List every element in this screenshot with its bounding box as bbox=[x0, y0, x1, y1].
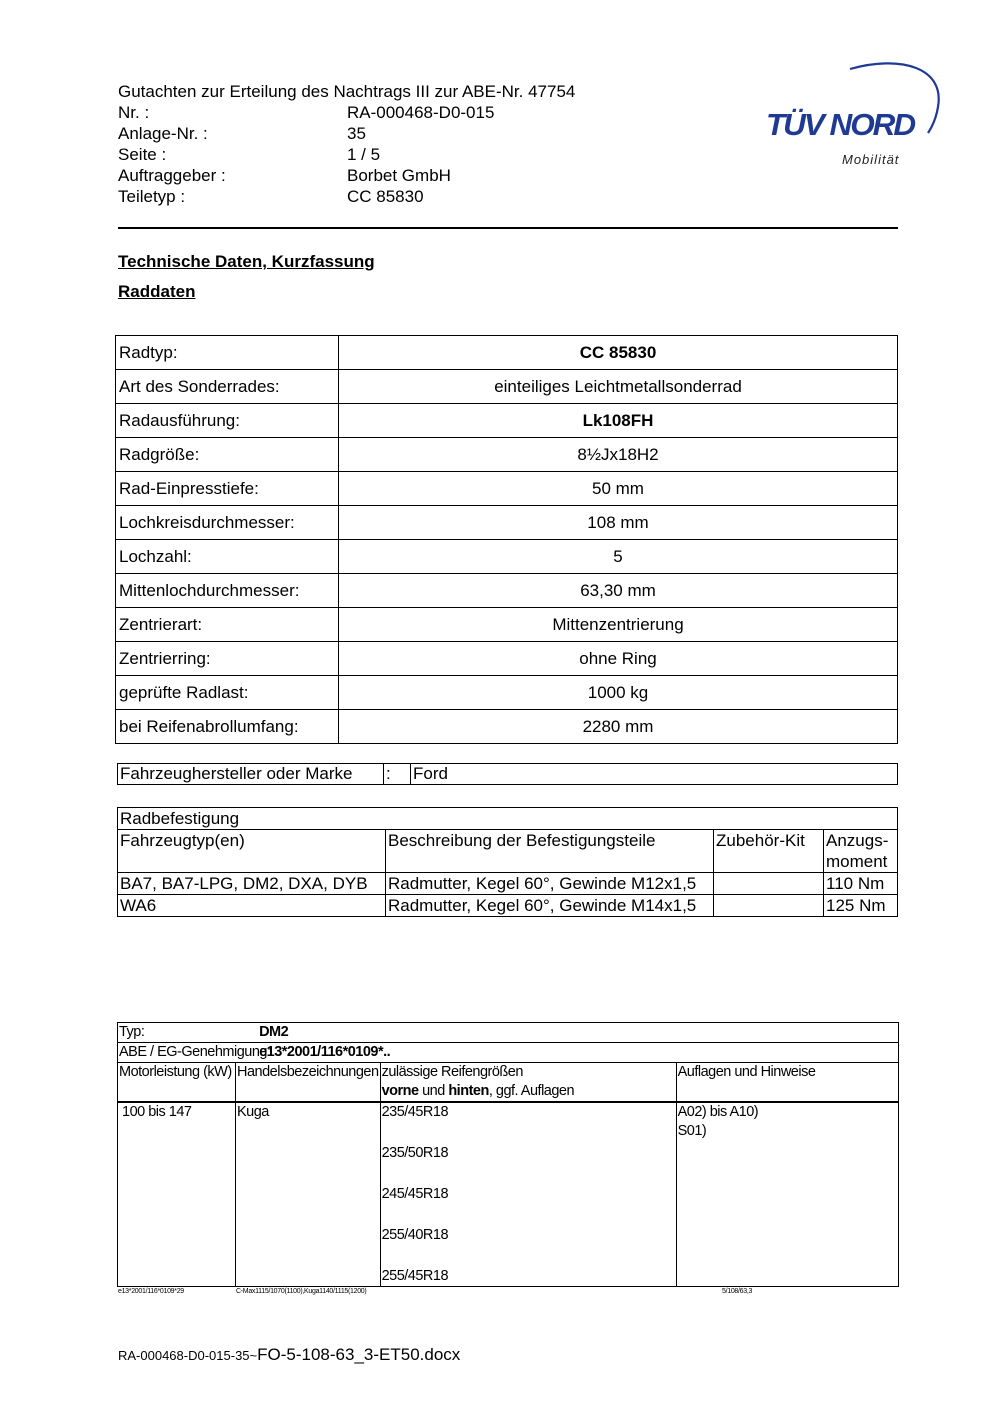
header-label: Nr. : bbox=[118, 103, 150, 122]
cell-beschreibung: Radmutter, Kegel 60°, Gewinde M14x1,5 bbox=[386, 895, 714, 917]
footer-filename bbox=[118, 1345, 460, 1365]
col-header-beschreibung: Beschreibung der Befestigungsteile bbox=[386, 830, 714, 873]
section-title-technische-daten: Technische Daten, Kurzfassung bbox=[118, 252, 375, 271]
header-label: Auftraggeber : bbox=[118, 166, 226, 185]
table-row bbox=[116, 540, 898, 574]
row-label: Mittenlochdurchmesser: bbox=[116, 574, 339, 608]
hersteller-label: Fahrzeughersteller oder Marke bbox=[118, 764, 384, 785]
row-label: Rad-Einpresstiefe: bbox=[116, 472, 339, 506]
table-row bbox=[116, 370, 898, 404]
header-label: Teiletyp : bbox=[118, 187, 186, 206]
tiny-note-abe: e13*2001/116*0109*29 bbox=[118, 1288, 184, 1295]
header-value: 1 / 5 bbox=[347, 145, 381, 164]
header-divider bbox=[118, 227, 898, 229]
col-header-auflagen: Auflagen und Hinweise bbox=[676, 1063, 898, 1103]
radbefestigung-table bbox=[117, 807, 898, 917]
row-label: bei Reifenabrollumfang: bbox=[116, 710, 339, 744]
footer-prefix: RA-000468-D0-015-35~ bbox=[118, 1348, 258, 1363]
row-value: 2280 mm bbox=[339, 710, 898, 744]
cell-anzugsmoment: 110 Nm bbox=[824, 873, 898, 895]
col-header-handelsbezeichnungen: Handelsbezeichnungen bbox=[236, 1063, 381, 1103]
tire-size: 255/45R18 bbox=[381, 1268, 449, 1284]
header-label: Seite : bbox=[118, 145, 167, 164]
footer-file: FO-5-108-63_3-ET50.docx bbox=[257, 1345, 461, 1364]
cell-auflagen bbox=[676, 1102, 898, 1287]
row-value: Lk108FH bbox=[339, 404, 898, 438]
header-row-seite bbox=[118, 144, 575, 165]
table-row bbox=[118, 764, 898, 785]
hersteller-table bbox=[117, 763, 898, 785]
raddaten-table bbox=[115, 335, 898, 744]
table-row bbox=[116, 608, 898, 642]
tiny-note-models: C-Max1115/1070(1100),Kuga1140/1115(1200) bbox=[236, 1288, 367, 1295]
header-value: Borbet GmbH bbox=[347, 166, 451, 185]
row-label: Lochkreisdurchmesser: bbox=[116, 506, 339, 540]
row-label: geprüfte Radlast: bbox=[116, 676, 339, 710]
cell-handelsbezeichnung: Kuga bbox=[236, 1102, 381, 1287]
table-row bbox=[116, 472, 898, 506]
cell-zubehoer-kit bbox=[714, 873, 824, 895]
table-row bbox=[118, 808, 898, 830]
auflage-item: A02) bis A10) bbox=[677, 1104, 759, 1120]
table-row bbox=[116, 676, 898, 710]
row-label: Radgröße: bbox=[116, 438, 339, 472]
row-value: 5 bbox=[339, 540, 898, 574]
logo-brand: TÜV NORD bbox=[766, 107, 916, 142]
cell-zubehoer-kit bbox=[714, 895, 824, 917]
cell-fahrzeugtyp: WA6 bbox=[118, 895, 386, 917]
table-row bbox=[116, 336, 898, 370]
table-row bbox=[118, 895, 898, 917]
row-value: 1000 kg bbox=[339, 676, 898, 710]
table-header-row bbox=[118, 1063, 899, 1103]
row-label: Zentrierart: bbox=[116, 608, 339, 642]
header-value: 35 bbox=[347, 124, 366, 143]
hersteller-separator: : bbox=[384, 764, 411, 785]
row-value: 63,30 mm bbox=[339, 574, 898, 608]
col-header-fahrzeugtyp: Fahrzeugtyp(en) bbox=[118, 830, 386, 873]
col-header-motorleistung: Motorleistung (kW) bbox=[118, 1063, 236, 1103]
table-row bbox=[116, 506, 898, 540]
table-row bbox=[116, 642, 898, 676]
row-value: ohne Ring bbox=[339, 642, 898, 676]
typ-label: Typ: bbox=[118, 1023, 381, 1043]
cell-anzugsmoment: 125 Nm bbox=[824, 895, 898, 917]
cell-beschreibung: Radmutter, Kegel 60°, Gewinde M12x1,5 bbox=[386, 873, 714, 895]
abe-value: e13*2001/116*0109*.. bbox=[380, 1043, 898, 1063]
row-value: einteiliges Leichtmetallsonderrad bbox=[339, 370, 898, 404]
tire-size: 255/40R18 bbox=[381, 1227, 449, 1243]
table-row bbox=[116, 574, 898, 608]
table-row bbox=[116, 710, 898, 744]
typ-value: DM2 bbox=[380, 1023, 898, 1043]
row-value: Mittenzentrierung bbox=[339, 608, 898, 642]
table-row bbox=[116, 438, 898, 472]
document-title: Gutachten zur Erteilung des Nachtrags III zur ABE-Nr. 47754 bbox=[118, 82, 576, 101]
row-label: Radtyp: bbox=[116, 336, 339, 370]
row-value: 108 mm bbox=[339, 506, 898, 540]
col-header-anzugsmoment: Anzugs-moment bbox=[824, 830, 898, 873]
abe-label: ABE / EG-Genehmigung: bbox=[118, 1043, 381, 1063]
tire-size: 245/45R18 bbox=[381, 1186, 449, 1202]
tuv-nord-logo bbox=[760, 55, 945, 175]
col-header-zubehoer-kit: Zubehör-Kit bbox=[714, 830, 824, 873]
header-row-nr bbox=[118, 102, 575, 123]
tire-size: 235/50R18 bbox=[381, 1145, 449, 1161]
tire-size: 235/45R18 bbox=[381, 1104, 449, 1120]
table-header-row bbox=[118, 830, 898, 873]
row-label: Zentrierring: bbox=[116, 642, 339, 676]
cell-fahrzeugtyp: BA7, BA7-LPG, DM2, DXA, DYB bbox=[118, 873, 386, 895]
table-row bbox=[118, 873, 898, 895]
header-value: CC 85830 bbox=[347, 187, 424, 206]
radbefestigung-title: Radbefestigung bbox=[118, 808, 898, 830]
header-row-auftraggeber bbox=[118, 165, 575, 186]
header-label: Anlage-Nr. : bbox=[118, 124, 208, 143]
row-label: Radausführung: bbox=[116, 404, 339, 438]
cell-reifengroessen bbox=[380, 1102, 676, 1287]
typ-table bbox=[117, 1022, 899, 1287]
header-block bbox=[118, 81, 575, 207]
logo-subtitle: Mobilität bbox=[842, 152, 900, 167]
row-label: Lochzahl: bbox=[116, 540, 339, 574]
tiny-note-pattern: 5/108/63,3 bbox=[722, 1288, 753, 1295]
typ-row bbox=[118, 1023, 899, 1043]
section-title-raddaten: Raddaten bbox=[118, 282, 196, 301]
header-row-anlage bbox=[118, 123, 575, 144]
cell-motorleistung: 100 bis 147 bbox=[118, 1102, 236, 1287]
col-header-reifengroessen: zulässige Reifengrößen vorne und hinten, ggf. Auflagen bbox=[380, 1063, 676, 1103]
row-value: 8½Jx18H2 bbox=[339, 438, 898, 472]
abe-row bbox=[118, 1043, 899, 1063]
table-row bbox=[118, 1102, 899, 1287]
auflage-item: S01) bbox=[677, 1123, 707, 1139]
row-value: CC 85830 bbox=[339, 336, 898, 370]
header-value: RA-000468-D0-015 bbox=[347, 103, 495, 122]
row-label: Art des Sonderrades: bbox=[116, 370, 339, 404]
header-row-teiletyp bbox=[118, 186, 575, 207]
hersteller-value: Ford bbox=[411, 764, 898, 785]
table-row bbox=[116, 404, 898, 438]
row-value: 50 mm bbox=[339, 472, 898, 506]
